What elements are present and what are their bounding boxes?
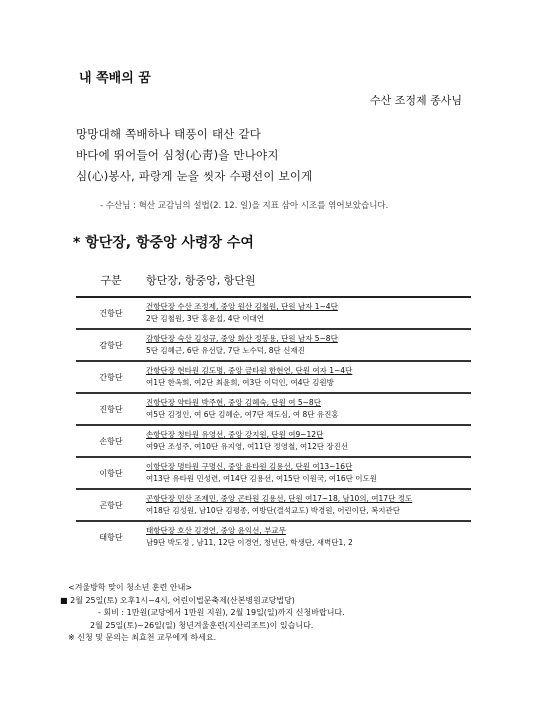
notice-line-fee: - 회비 : 1만원(교당에서 1만원 지원), 2월 19일(일)까지 신청바랍니다. [98, 608, 345, 617]
dan-name: 건항단 [76, 297, 146, 329]
poem-line-3: 심(心)봉사, 파랑게 눈을 씻자 수평선이 보이게 [76, 169, 313, 183]
poem-title: 내 쪽배의 꿈 [79, 71, 151, 86]
dan-leader-line: 건항단장 수산 조정제, 중앙 원산 김철원, 단원 남자 1~4단 [146, 302, 338, 311]
notice-line-contact: ※ 신청 및 문의는 최효천 교무에게 하세요. [68, 633, 217, 642]
poem-author: 수산 조정제 종사님 [369, 94, 462, 107]
dan-name: 이항단 [76, 457, 146, 489]
table-row [76, 425, 471, 457]
table-row [76, 521, 471, 552]
notice-box [60, 582, 480, 645]
dan-leader-line: 곤항단장 민산 조제민, 중앙 곤타원 김용선, 단원 여17~18, 남10의, 여17단 정도 [146, 494, 413, 503]
dan-leader-line: 간항단장 현타원 김도명, 중앙 금타원 한현연, 단원 여자 1~4단 [146, 366, 353, 375]
table-header-members: 항단장, 항중앙, 항단원 [146, 263, 471, 297]
section-heading: * 항단장, 항중앙 사령장 수여 [73, 235, 254, 251]
dan-members [146, 521, 471, 552]
dan-leader-line: 진항단장 약타원 박주현, 중앙 김혜숙, 단원 여 5~8단 [146, 398, 321, 407]
table-row [76, 297, 471, 329]
notice-line-event: ■ 2월 25일(토) 오후1시~4시, 어린이법문축제(산본병원교당법당) [60, 595, 295, 605]
table-header-category: 구분 [76, 263, 146, 297]
poem-note: - 수산님 : 혁산 교감님의 설법(2. 12. 일)을 지표 삼아 시조를 엮어보았습니다. [100, 201, 389, 211]
table-row [76, 489, 471, 521]
dan-leader-line: 감항단장 숙산 김성규, 중앙 화산 정봉용, 단원 남자 5~8단 [146, 334, 338, 343]
table-header-row [76, 263, 471, 297]
dan-member-line: 남9단 박도정 , 남11, 12단 이경연, 청년단, 학생단, 새벽단1, 2 [146, 538, 353, 547]
dan-leader-line: 손항단장 청타원 유영선, 중앙 강지원, 단원 여9~12단 [146, 430, 324, 439]
dan-member-line: 2단 김철원, 3단 홍윤섭, 4단 이대연 [146, 314, 264, 323]
dan-leader-line: 태항단장 호산 김경연, 중앙 윤익선, 부교무 [146, 526, 286, 535]
dan-member-line: 여9단 조성주, 여10단 유지영, 여11단 정영철, 여12단 장진선 [146, 442, 349, 451]
dan-leader-line: 이항단장 명타원 구명신, 중앙 윤타원 김용선, 단원 여13~16단 [146, 462, 353, 471]
dan-name: 태항단 [99, 532, 123, 542]
dan-members [146, 457, 471, 489]
notice-line-youth-training: 2월 25일(토)~26일(일) 청년겨울훈련(지산리조트)이 있습니다. [90, 620, 314, 630]
dan-members [146, 425, 471, 457]
poem-line-1: 망망대해 쪽배하나 태풍이 태산 같다 [76, 127, 262, 141]
dan-name: 간항단 [76, 361, 146, 393]
notice-title: <겨울방학 맞이 청소년 훈련 안내> [68, 583, 193, 592]
table-row [76, 393, 471, 425]
dan-members [146, 297, 471, 329]
dan-member-line: 여5단 김정인, 여 6단 김혜순, 여7단 채도심, 여 8단 유진홍 [146, 410, 339, 419]
dan-members [146, 393, 471, 425]
dan-name: 곤항단 [76, 489, 146, 521]
dan-members [146, 329, 471, 361]
dan-members [146, 361, 471, 393]
dan-member-line: 여13단 유타원 민성련, 여14단 김용선, 여15단 이원국, 여16단 이도원 [146, 474, 378, 483]
table-row [76, 361, 471, 393]
dan-name: 손항단 [76, 425, 146, 457]
table-row [76, 329, 471, 361]
appointment-table [76, 263, 471, 552]
dan-member-line: 5단 김혜근, 6단 유선달, 7단 노수덕, 8단 신재진 [146, 346, 305, 355]
dan-name: 진항단 [76, 393, 146, 425]
table-row [76, 457, 471, 489]
dan-member-line: 여18단 김성원, 남10단 김평종, 여방단(결석교도) 박경원, 어린이단, 복지관단 [146, 506, 401, 515]
dan-member-line: 여1단 한옥희, 여2단 최윤희, 여3단 이덕인, 여4단 김원방 [146, 378, 334, 387]
poem-line-2: 바다에 뛰어들어 심청(心靑)을 만나야지 [76, 148, 279, 162]
dan-members [146, 489, 471, 521]
dan-name: 감항단 [76, 329, 146, 361]
